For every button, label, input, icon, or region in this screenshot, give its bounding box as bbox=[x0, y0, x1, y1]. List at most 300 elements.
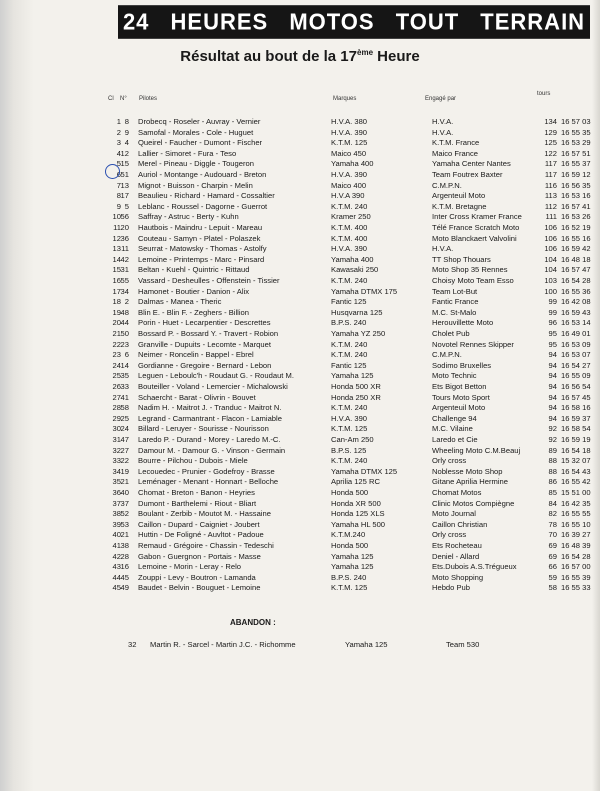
cell-rank: 27 bbox=[112, 392, 121, 402]
cell-marque: K.T.M. 125 bbox=[331, 583, 368, 593]
cell-pilotes: Mignot - Buisson - Charpin - Melin bbox=[138, 180, 253, 190]
cell-marque: Yamaha DTMX 175 bbox=[331, 286, 398, 296]
cell-number: 49 bbox=[120, 583, 129, 593]
table-row bbox=[0, 265, 600, 275]
cell-pilotes: Vassard - Desheulles - Offenstein - Tissier bbox=[138, 276, 280, 285]
cell-rank: 45 bbox=[112, 583, 121, 593]
cell-engage: M.C. St-Malo bbox=[432, 307, 477, 317]
cell-pilotes: Leguen - Leboulc'h - Roudaut G. - Roudaut M. bbox=[138, 371, 294, 381]
cell-tours: 116 bbox=[544, 180, 557, 190]
cell-tours: 92 bbox=[548, 424, 557, 434]
column-header-marques: Marques bbox=[333, 96, 357, 102]
cell-tours: 89 bbox=[548, 445, 557, 455]
cell-tours: 88 bbox=[548, 466, 557, 476]
table-row bbox=[0, 583, 600, 593]
cell-engage: Wheeling Moto C.M.Beauj bbox=[432, 445, 521, 455]
cell-temps: 16 42 35 bbox=[561, 498, 591, 508]
table-row bbox=[0, 350, 600, 360]
cell-tours: 129 bbox=[544, 127, 557, 137]
table-row bbox=[0, 541, 600, 551]
cell-marque: Honda 500 XR bbox=[331, 382, 381, 391]
cell-engage: Team Lot-But bbox=[432, 286, 478, 296]
cell-engage: TT Shop Thouars bbox=[432, 254, 491, 264]
cell-tours: 112 bbox=[544, 201, 557, 211]
cell-engage: Ets.Dubois A.S.Trégueux bbox=[432, 562, 517, 572]
cell-pilotes: Hautbois - Maindru - Lepuit - Mareau bbox=[138, 223, 263, 232]
cell-temps: 16 53 07 bbox=[561, 350, 591, 360]
cell-engage: Gitane Aprilia Hermine bbox=[432, 477, 508, 487]
table-row bbox=[0, 318, 600, 328]
cell-number: 44 bbox=[120, 318, 129, 328]
cell-rank: 21 bbox=[112, 329, 121, 338]
cell-tours: 82 bbox=[548, 509, 557, 519]
cell-engage: H.V.A. bbox=[432, 117, 454, 126]
table-row bbox=[0, 128, 600, 138]
cell-tours: 94 bbox=[548, 392, 557, 402]
cell-marque: Honda 500 bbox=[331, 488, 369, 497]
cell-temps: 16 55 39 bbox=[561, 572, 591, 582]
table-row bbox=[0, 509, 600, 519]
table-row bbox=[0, 393, 600, 403]
cell-rank: 38 bbox=[112, 509, 121, 519]
cell-tours: 58 bbox=[548, 583, 557, 593]
cell-tours: 96 bbox=[548, 318, 557, 328]
cell-rank: 37 bbox=[112, 498, 121, 508]
cell-marque: Kawasaki 250 bbox=[331, 265, 379, 275]
cell-engage: Clinic Motos Compiègne bbox=[432, 498, 515, 508]
cell-rank: 13 bbox=[112, 244, 121, 254]
table-row bbox=[0, 552, 600, 562]
column-header-tours: tours bbox=[537, 91, 551, 97]
cell-pilotes: Baudet - Belvin - Bouguet - Lemoine bbox=[138, 583, 261, 593]
table-row bbox=[0, 530, 600, 540]
cell-marque: B.P.S. 240 bbox=[331, 318, 367, 328]
cell-number: 14 bbox=[120, 360, 129, 370]
table-row bbox=[0, 520, 600, 530]
table-row bbox=[0, 212, 600, 222]
cell-number: 40 bbox=[120, 488, 129, 497]
cell-pilotes: Leménager - Menant - Honnart - Belloche bbox=[138, 477, 279, 487]
cell-number: 25 bbox=[120, 413, 129, 423]
cell-rank: 20 bbox=[112, 318, 121, 328]
cell-rank: 29 bbox=[112, 413, 121, 423]
cell-number: 55 bbox=[120, 276, 129, 285]
cell-marque: K.T.M. 240 bbox=[331, 276, 368, 285]
table-row bbox=[0, 435, 600, 445]
cell-rank: 44 bbox=[112, 572, 121, 582]
cell-temps: 16 57 45 bbox=[561, 392, 591, 402]
cell-tours: 94 bbox=[548, 350, 557, 360]
cell-tours: 66 bbox=[548, 562, 557, 572]
page-title-banner bbox=[118, 5, 590, 39]
abandon-row bbox=[0, 640, 600, 650]
cell-pilotes: Dalmas - Manea - Theric bbox=[138, 297, 222, 307]
cell-engage: Moto Shopping bbox=[432, 572, 484, 582]
cell-number: 56 bbox=[120, 212, 129, 222]
cell-marque: Yamaha YZ 250 bbox=[331, 329, 386, 338]
table-row bbox=[0, 223, 600, 233]
cell-pilotes: Bourre - Pilchou - Dubois - Miele bbox=[138, 456, 248, 466]
cell-number: 42 bbox=[120, 254, 129, 264]
table-row bbox=[0, 446, 600, 456]
cell-number: 16 bbox=[120, 562, 129, 572]
page-subtitle bbox=[0, 48, 600, 65]
cell-number: 47 bbox=[120, 435, 129, 444]
cell-engage: Team Foutrex Baxter bbox=[432, 170, 503, 179]
cell-number: 52 bbox=[120, 509, 129, 519]
cell-marque: Kramer 250 bbox=[331, 212, 371, 222]
cell-temps: 16 57 03 bbox=[561, 117, 591, 126]
cell-marque: Yamaha DTMX 125 bbox=[331, 466, 398, 476]
cell-temps: 16 55 10 bbox=[561, 519, 591, 529]
cell-engage: Sodimo Bruxelles bbox=[432, 360, 492, 370]
cell-rank: 33 bbox=[112, 456, 121, 466]
cell-rank: 6 bbox=[116, 170, 121, 179]
cell-rank: 12 bbox=[112, 233, 121, 243]
cell-marque: Honda 125 XLS bbox=[331, 509, 385, 519]
cell-tours: 94 bbox=[548, 413, 557, 423]
cell-engage: Orly cross bbox=[432, 456, 467, 466]
cell-pilotes: Hamonet - Boutier - Danion - Alix bbox=[138, 286, 249, 296]
cell-rank: 30 bbox=[112, 424, 121, 434]
cell-number: 11 bbox=[121, 244, 129, 254]
cell-number: 21 bbox=[120, 477, 129, 487]
subtitle-main: Résultat au bout de la 17 bbox=[180, 48, 357, 65]
cell-rank: 7 bbox=[116, 180, 121, 190]
abandon-marque: Yamaha 125 bbox=[345, 640, 388, 649]
cell-number: 34 bbox=[120, 286, 129, 296]
cell-engage: Herouvillette Moto bbox=[432, 318, 494, 328]
cell-temps: 15 32 07 bbox=[561, 456, 591, 466]
cell-temps: 16 57 47 bbox=[561, 265, 591, 275]
cell-rank: 4 bbox=[116, 148, 121, 158]
cell-engage: Deniel - Allard bbox=[432, 551, 480, 561]
cell-tours: 69 bbox=[548, 551, 557, 561]
cell-engage: Chomat Motos bbox=[432, 488, 482, 497]
cell-rank: 8 bbox=[116, 191, 121, 201]
cell-pilotes: Dumont - Barthelemi - Riout - Bliart bbox=[138, 498, 257, 508]
cell-temps: 16 58 54 bbox=[561, 424, 591, 434]
cell-tours: 111 bbox=[545, 212, 557, 222]
table-row bbox=[0, 202, 600, 212]
cell-marque: Fantic 125 bbox=[331, 297, 367, 307]
cell-tours: 94 bbox=[548, 382, 557, 391]
cell-engage: Argenteuil Moto bbox=[432, 191, 486, 201]
cell-marque: Honda 250 XR bbox=[331, 392, 381, 402]
cell-tours: 88 bbox=[548, 456, 557, 466]
cell-marque: H.V.A 390 bbox=[331, 191, 365, 201]
table-row bbox=[0, 138, 600, 148]
cell-number: 51 bbox=[120, 170, 129, 179]
cell-tours: 99 bbox=[548, 297, 557, 307]
cell-engage: Yamaha Center Nantes bbox=[432, 159, 511, 169]
cell-rank: 34 bbox=[112, 466, 121, 476]
cell-marque: K.T.M.240 bbox=[331, 530, 366, 540]
cell-rank: 17 bbox=[112, 286, 121, 296]
cell-tours: 85 bbox=[548, 488, 557, 497]
cell-tours: 113 bbox=[544, 191, 557, 201]
cell-pilotes: Neimer - Roncelin - Bappel - Ebrel bbox=[138, 350, 254, 360]
cell-rank: 19 bbox=[112, 307, 121, 317]
cell-pilotes: Gabon - Guergnon - Portais - Masse bbox=[138, 551, 261, 561]
cell-marque: Yamaha HL 500 bbox=[331, 519, 386, 529]
cell-number: 24 bbox=[120, 424, 129, 434]
cell-rank: 1 bbox=[116, 117, 121, 126]
cell-pilotes: Drobecq - Roseler - Auvray - Vernier bbox=[138, 117, 261, 126]
cell-pilotes: Damour M. - Damour G. - Vinson - Germain bbox=[138, 445, 286, 455]
cell-marque: Maico 450 bbox=[331, 148, 367, 158]
table-row bbox=[0, 117, 600, 127]
table-row bbox=[0, 340, 600, 350]
cell-pilotes: Porin - Huet - Lecarpentier - Descrettes bbox=[138, 318, 271, 328]
cell-pilotes: Merel - Pineau - Diggle - Tougeron bbox=[138, 159, 254, 169]
cell-number: 28 bbox=[120, 551, 129, 561]
cell-temps: 16 54 28 bbox=[561, 276, 591, 285]
cell-pilotes: Beaulieu - Richard - Hamard - Cossaltier bbox=[138, 191, 275, 201]
cell-rank: 41 bbox=[112, 541, 121, 550]
cell-temps: 16 55 09 bbox=[561, 371, 591, 381]
cell-engage: Hebdo Pub bbox=[432, 583, 470, 593]
cell-rank: 18 bbox=[112, 297, 121, 307]
column-header-pilotes: Pilotes bbox=[139, 96, 158, 102]
cell-number: 58 bbox=[120, 403, 129, 413]
cell-temps: 16 59 19 bbox=[561, 435, 591, 444]
table-row bbox=[0, 287, 600, 297]
cell-rank: 15 bbox=[112, 265, 121, 275]
cell-tours: 99 bbox=[548, 307, 557, 317]
cell-number: 9 bbox=[124, 127, 129, 137]
cell-pilotes: Beltan - Kuehl - Quintric - Rittaud bbox=[138, 265, 250, 275]
cell-tours: 84 bbox=[548, 498, 557, 508]
cell-engage: Noblesse Moto Shop bbox=[432, 466, 503, 476]
cell-engage: Cholet Pub bbox=[432, 329, 470, 338]
table-row bbox=[0, 403, 600, 413]
cell-marque: H.V.A. 390 bbox=[331, 170, 368, 179]
cell-pilotes: Boulant - Zerbib - Moutot M. - Hassaine bbox=[138, 509, 271, 519]
table-row bbox=[0, 244, 600, 254]
cell-number: 20 bbox=[120, 223, 129, 232]
cell-pilotes: Blin E. - Blin F. - Zeghers - Billion bbox=[138, 307, 249, 317]
table-row bbox=[0, 361, 600, 371]
cell-engage: Moto Journal bbox=[432, 509, 476, 519]
cell-rank: 26 bbox=[112, 382, 121, 391]
table-row bbox=[0, 234, 600, 244]
cell-number: 35 bbox=[120, 371, 129, 381]
cell-marque: Honda XR 500 bbox=[331, 498, 381, 508]
cell-engage: H.V.A. bbox=[432, 127, 454, 137]
cell-tours: 106 bbox=[544, 223, 557, 232]
cell-pilotes: Huttin - De Foligné - Auvltot - Padoue bbox=[138, 530, 264, 540]
cell-tours: 117 bbox=[544, 170, 557, 179]
cell-marque: H.V.A. 390 bbox=[331, 413, 368, 423]
cell-temps: 15 51 00 bbox=[561, 488, 591, 497]
cell-pilotes: Bouteiller - Voland - Lemercier - Michalowski bbox=[138, 382, 288, 391]
cell-rank: 11 bbox=[113, 223, 121, 232]
cell-engage: C.M.P.N. bbox=[432, 180, 462, 190]
cell-engage: Tours Moto Sport bbox=[432, 392, 490, 402]
cell-rank: 10 bbox=[112, 212, 121, 222]
cell-marque: Aprilia 125 RC bbox=[331, 477, 380, 487]
cell-marque: K.T.M. 400 bbox=[331, 233, 368, 243]
cell-number: 4 bbox=[124, 138, 129, 148]
cell-temps: 16 53 29 bbox=[561, 138, 591, 148]
cell-number: 13 bbox=[120, 180, 129, 190]
cell-pilotes: Lemoine - Printemps - Marc - Pinsard bbox=[138, 254, 265, 264]
cell-tours: 94 bbox=[548, 360, 557, 370]
cell-tours: 125 bbox=[544, 138, 557, 148]
cell-temps: 16 53 26 bbox=[561, 212, 591, 222]
subtitle-sup: ème bbox=[357, 48, 374, 57]
cell-tours: 69 bbox=[548, 541, 557, 550]
cell-marque: Honda 500 bbox=[331, 541, 369, 550]
cell-marque: B.P.S. 125 bbox=[331, 445, 367, 455]
cell-tours: 78 bbox=[548, 519, 557, 529]
cell-tours: 104 bbox=[544, 265, 557, 275]
cell-temps: 16 54 28 bbox=[561, 551, 591, 561]
cell-tours: 106 bbox=[544, 244, 557, 254]
cell-number: 48 bbox=[120, 307, 129, 317]
cell-engage: Challenge 94 bbox=[432, 413, 477, 423]
table-row bbox=[0, 159, 600, 169]
table-row bbox=[0, 467, 600, 477]
cell-rank: 22 bbox=[112, 339, 121, 349]
table-row bbox=[0, 191, 600, 201]
cell-marque: Fantic 125 bbox=[331, 360, 367, 370]
table-row bbox=[0, 181, 600, 191]
cell-pilotes: Granville - Dupuits - Lecomte - Marquet bbox=[138, 339, 271, 349]
column-header-engage: Engagé par bbox=[425, 96, 457, 102]
cell-engage: H.V.A. bbox=[432, 244, 454, 254]
cell-number: 31 bbox=[120, 265, 129, 275]
cell-temps: 16 59 43 bbox=[561, 307, 591, 317]
cell-engage: Argenteuil Moto bbox=[432, 403, 486, 413]
cell-temps: 16 58 16 bbox=[561, 403, 591, 413]
table-row bbox=[0, 170, 600, 180]
cell-marque: Yamaha 125 bbox=[331, 371, 374, 381]
cell-number: 19 bbox=[120, 466, 129, 476]
table-row bbox=[0, 499, 600, 509]
cell-marque: K.T.M. 125 bbox=[331, 424, 368, 434]
cell-engage: Moto Technic bbox=[432, 371, 477, 381]
cell-marque: K.T.M. 240 bbox=[331, 456, 368, 466]
subtitle-end: Heure bbox=[373, 48, 420, 65]
cell-marque: H.V.A. 380 bbox=[331, 117, 368, 126]
highlight-circle-mark bbox=[105, 164, 120, 179]
abandon-heading: ABANDON : bbox=[230, 618, 276, 627]
table-row bbox=[0, 255, 600, 265]
cell-engage: Orly cross bbox=[432, 530, 467, 540]
cell-marque: H.V.A. 390 bbox=[331, 244, 368, 254]
cell-number: 50 bbox=[120, 329, 129, 338]
cell-number: 36 bbox=[120, 233, 129, 243]
cell-temps: 16 55 16 bbox=[561, 233, 591, 243]
cell-tours: 94 bbox=[548, 403, 557, 413]
cell-pilotes: Lallier - Simoret - Fura - Teso bbox=[138, 148, 237, 158]
cell-rank: 42 bbox=[112, 551, 121, 561]
cell-tours: 95 bbox=[548, 329, 557, 338]
cell-temps: 16 54 27 bbox=[561, 360, 591, 370]
cell-temps: 16 55 55 bbox=[561, 509, 591, 519]
cell-temps: 16 42 08 bbox=[561, 297, 591, 307]
cell-marque: Yamaha 125 bbox=[331, 551, 374, 561]
cell-rank: 39 bbox=[112, 519, 121, 529]
cell-number: 12 bbox=[120, 148, 129, 158]
cell-number: 17 bbox=[120, 191, 129, 201]
cell-number: 5 bbox=[124, 201, 129, 211]
cell-engage: M.C. Vilaine bbox=[432, 424, 473, 434]
cell-temps: 16 53 16 bbox=[561, 191, 591, 201]
cell-temps: 16 53 14 bbox=[561, 318, 591, 328]
cell-temps: 16 52 19 bbox=[561, 223, 591, 232]
cell-engage: Moto Blanckaert Valvolini bbox=[432, 233, 517, 243]
cell-rank: 3 bbox=[116, 138, 121, 148]
cell-pilotes: Billard - Leruyer - Sourisse - Nourisson bbox=[138, 424, 269, 434]
abandon-pilotes: Martin R. - Sarcel - Martin J.C. - Richomme bbox=[150, 640, 296, 649]
cell-number: 22 bbox=[120, 456, 129, 466]
cell-pilotes: Laredo P. - Durand - Morey - Laredo M.-C. bbox=[138, 435, 281, 444]
cell-temps: 16 54 18 bbox=[561, 445, 591, 455]
cell-temps: 16 48 18 bbox=[561, 254, 591, 264]
cell-rank: 2 bbox=[116, 127, 121, 137]
cell-pilotes: Bossard P. - Bossard Y. - Travert - Robion bbox=[138, 329, 279, 338]
cell-pilotes: Gordianne - Gregoire - Bernard - Lebon bbox=[138, 360, 272, 370]
cell-marque: Husqvarna 125 bbox=[331, 307, 383, 317]
table-row bbox=[0, 297, 600, 307]
cell-tours: 134 bbox=[544, 117, 557, 126]
cell-rank: 16 bbox=[112, 276, 121, 285]
cell-temps: 16 59 12 bbox=[561, 170, 591, 179]
cell-pilotes: Caillon - Dupard - Caigniet - Joubert bbox=[138, 519, 260, 529]
cell-tours: 92 bbox=[548, 435, 557, 444]
cell-temps: 16 57 51 bbox=[561, 148, 591, 158]
cell-number: 45 bbox=[120, 572, 129, 582]
cell-number: 8 bbox=[124, 117, 129, 126]
cell-engage: Laredo et Cie bbox=[432, 435, 478, 444]
cell-temps: 16 59 42 bbox=[561, 244, 591, 254]
cell-marque: Yamaha 125 bbox=[331, 562, 374, 572]
cell-number: 27 bbox=[120, 445, 129, 455]
table-row bbox=[0, 371, 600, 381]
cell-engage: Fantic France bbox=[432, 297, 479, 307]
cell-pilotes: Samofal - Morales - Cole - Huguet bbox=[138, 127, 254, 137]
page-title: 24 HEURES MOTOS TOUT TERRAIN bbox=[122, 8, 586, 35]
cell-temps: 16 56 54 bbox=[561, 382, 591, 391]
cell-marque: B.P.S. 240 bbox=[331, 572, 367, 582]
table-row bbox=[0, 573, 600, 583]
cell-pilotes: Lemoine - Morin - Leray - Relo bbox=[138, 562, 241, 572]
cell-marque: Yamaha 400 bbox=[331, 159, 374, 169]
cell-engage: Télé France Scratch Moto bbox=[432, 223, 520, 232]
cell-engage: Maico France bbox=[432, 148, 479, 158]
cell-engage: Ets Bigot Betton bbox=[432, 382, 487, 391]
cell-engage: Inter Cross Kramer France bbox=[432, 212, 522, 222]
abandon-number: 32 bbox=[128, 640, 137, 649]
table-row bbox=[0, 276, 600, 286]
cell-engage: Ets Rocheteau bbox=[432, 541, 482, 550]
cell-temps: 16 55 42 bbox=[561, 477, 591, 487]
cell-rank: 35 bbox=[112, 477, 121, 487]
cell-tours: 100 bbox=[544, 286, 557, 296]
cell-number: 21 bbox=[120, 530, 129, 540]
cell-temps: 16 54 43 bbox=[561, 466, 591, 476]
cell-rank: 14 bbox=[112, 254, 121, 264]
cell-tours: 122 bbox=[544, 148, 557, 158]
cell-pilotes: Chomat - Breton - Banon - Heyries bbox=[138, 488, 255, 497]
cell-temps: 16 53 09 bbox=[561, 339, 591, 349]
table-row bbox=[0, 477, 600, 487]
cell-temps: 16 55 35 bbox=[561, 127, 591, 137]
cell-temps: 16 57 41 bbox=[561, 201, 591, 211]
